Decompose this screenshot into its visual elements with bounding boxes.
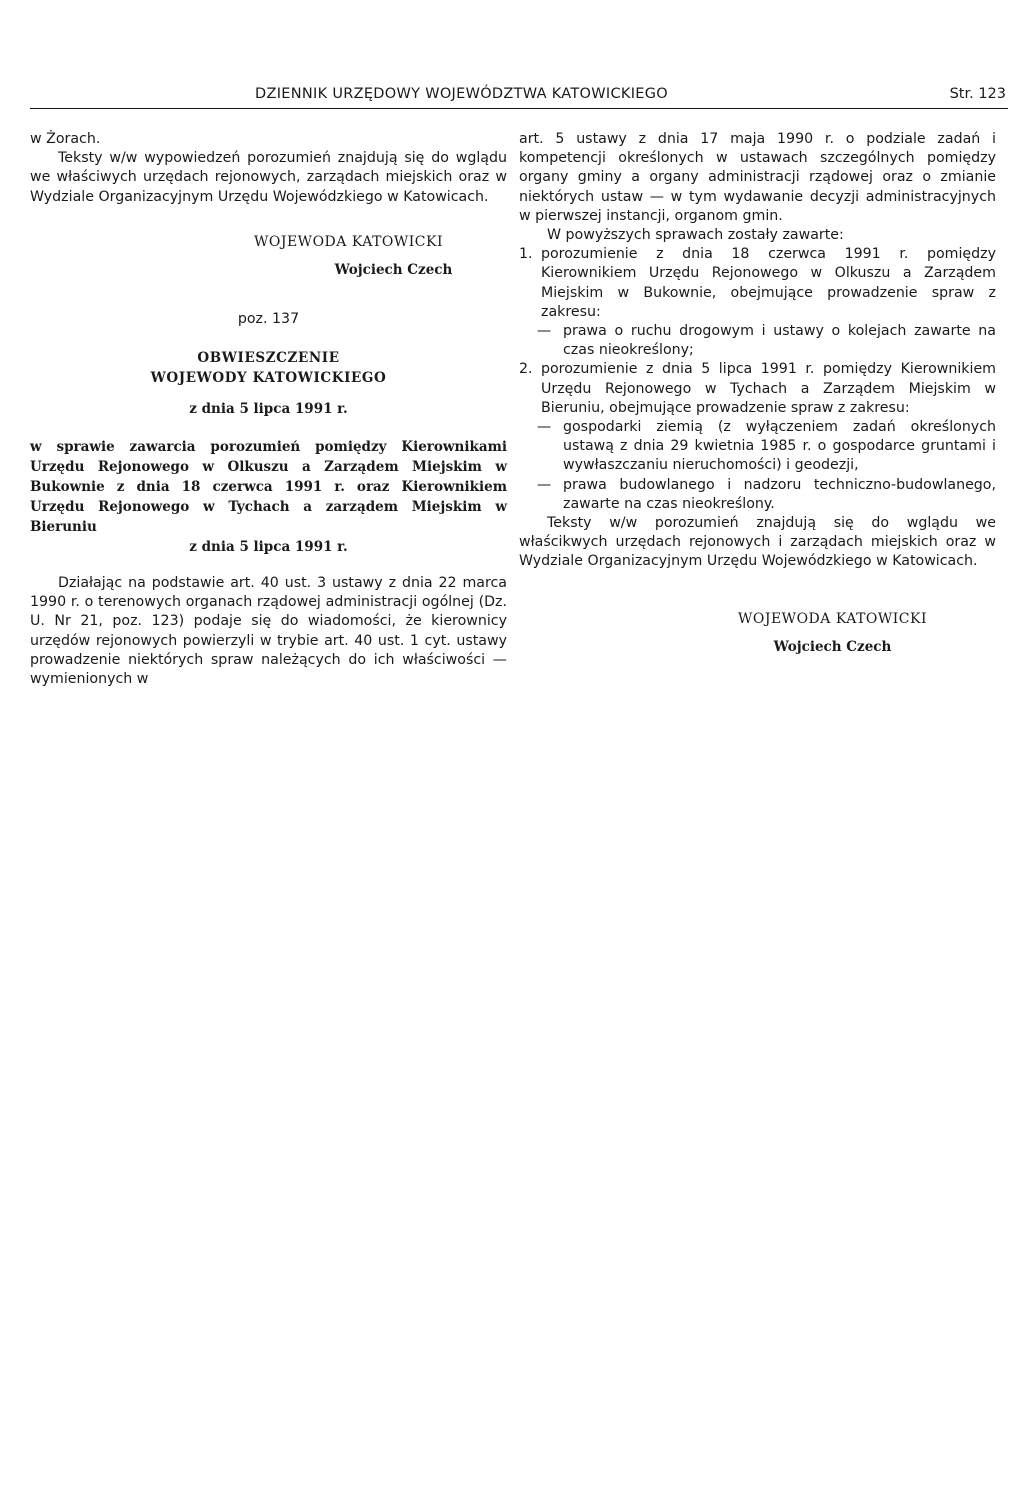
agreement-1-scope: prawa o ruchu drogowym i ustawy o kolejach zawarte na czas nieokreślony; [563, 323, 996, 359]
dash-marker: — [537, 476, 552, 493]
list-item [519, 418, 996, 476]
left-column [30, 130, 507, 689]
signature-name: Wojciech Czech [773, 638, 892, 655]
page-header [30, 86, 1008, 109]
journal-title: DZIENNIK URZĘDOWY WOJEWÓDZTWA KATOWICKIEGO [255, 86, 669, 102]
document-date: z dnia 5 lipca 1991 r. [189, 400, 348, 417]
agreement-2-text: porozumienie z dnia 5 lipca 1991 r. pomiędzy Kierownikiem Urzędu Rejonowego w Tychach a Zarządem Miejskim w Bieruniu, obejmujące prowadzenie spraw z zakresu: [541, 361, 996, 416]
agreement-2-scope-land: gospodarki ziemią (z wyłączeniem zadań określonych ustawą z dnia 29 kwietnia 1985 r. o gospodarce gruntami i wywłaszczaniu nieruchomości) i geodezji, [563, 419, 996, 474]
list-item [519, 245, 996, 322]
position-number: poz. 137 [237, 311, 300, 328]
continued-line: w Żorach. [30, 131, 101, 147]
continued-paragraph: art. 5 ustawy z dnia 17 maja 1990 r. o podziale zadań i kompetencji określonych w ustawach szczególnych pomiędzy organy gminy a organy administracji rządowej oraz o zmianie niektórych ustaw — w tym wydawanie decyzji administracyjnych w pierwszej instancji, organom gmin. [519, 131, 996, 224]
body-paragraph: Działając na podstawie art. 40 ust. 3 ustawy z dnia 22 marca 1990 r. o terenowych organach rządowej administracji ogólnej (Dz. U. Nr 21, poz. 123) podaje się do wiadomości, że kierownicy urzędów rejonowych powierzyli w trybie art. 40 ust. 1 cyt. ustawy prowadzenie niektórych spraw należących do ich właściwości — wymienionych w [30, 575, 507, 688]
paragraph-texts-location: Teksty w/w wypowiedzeń porozumień znajdują się do wglądu we właściwych urzędach rejonowych, zarządach miejskich oraz w Wydziale Organizacyjnym Urzędu Wojewódzkiego w Katowicach. [30, 150, 507, 205]
signature-title: WOJEWODA KATOWICKI [253, 233, 444, 250]
agreement-1-text: porozumienie z dnia 18 czerwca 1991 r. pomiędzy Kierownikiem Urzędu Rejonowego w Olkuszu a Zarządem Miejskim w Bukownie, obejmujące prowadzenie spraw z zakresu: [541, 246, 996, 320]
right-column [519, 130, 996, 657]
list-item [519, 322, 996, 360]
document-title: OBWIESZCZENIE [197, 350, 340, 367]
agreements-intro: W powyższych sprawach zostały zawarte: [547, 227, 844, 244]
document-subject: w sprawie zawarcia porozumień pomiędzy Kierownikami Urzędu Rejonowego w Olkuszu a Zarządem Miejskim w Bukownie z dnia 18 czerwca 1991 r. oraz Kierownikiem Urzędu Rejonowego w Tychach a zarządem Miejskim w Bieruniu [30, 439, 507, 536]
signature-title: WOJEWODA KATOWICKI [737, 610, 928, 627]
document-issuer: WOJEWODY KATOWICKIEGO [150, 369, 387, 386]
list-item [519, 360, 996, 418]
subject-date: z dnia 5 lipca 1991 r. [189, 539, 348, 556]
list-item [519, 476, 996, 514]
page-number: Str. 123 [949, 86, 1006, 102]
closing-paragraph: Teksty w/w porozumień znajdują się do wglądu we właścikwych urzędach rejonowych i zarządach miejskich oraz w Wydziale Organizacyjnym Urzędu Wojewódzkiego w Katowicach. [519, 515, 996, 570]
signature-name: Wojciech Czech [334, 262, 453, 279]
list-number: 1. [519, 246, 533, 263]
list-number: 2. [519, 361, 533, 378]
dash-marker: — [537, 419, 552, 436]
dash-marker: — [537, 323, 552, 340]
agreement-2-scope-building: prawa budowlanego i nadzoru techniczno-budowlanego, zawarte na czas nieokreślony. [563, 476, 996, 512]
